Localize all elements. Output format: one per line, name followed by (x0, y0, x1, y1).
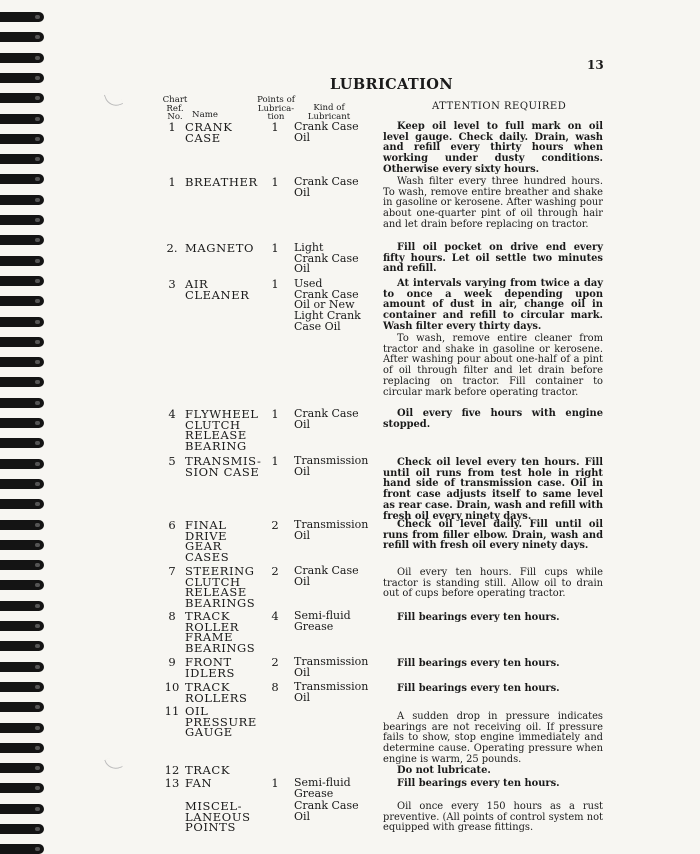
attention-text: At intervals varying from twice a day to once a week depending upon amount of dust in air, change oil in container and refill to circular mark. Wash filter every thirty days. (383, 278, 603, 332)
binding-ring (0, 601, 44, 611)
binding-ring (0, 134, 44, 144)
part-name: FRONT IDLERS (185, 655, 235, 680)
binding-ring (0, 438, 44, 448)
attention-text: Oil once every 150 hours as a rust preventive. (All points of control system not equipped with grease fittings. (383, 801, 603, 834)
binding-ring (0, 824, 44, 834)
points-count: 1 (271, 407, 279, 421)
binding-ring (0, 418, 44, 428)
lubricant-kind: Crank Case Oil (294, 407, 359, 431)
attention-text: Fill oil pocket on drive end every fifty hours. Let oil settle two minutes and refill. (383, 242, 603, 275)
binding-ring (0, 459, 44, 469)
binding-ring (0, 540, 44, 550)
binding-ring (0, 743, 44, 753)
part-name: TRANSMIS- SION CASE (185, 454, 262, 479)
binding-ring (0, 174, 44, 184)
part-name: TRACK ROLLER FRAME BEARINGS (185, 609, 256, 656)
header-kind: Kind of Lubricant (307, 103, 351, 122)
binding-ring (0, 499, 44, 509)
attention-text: A sudden drop in pressure indicates bearings are not receiving oil. If pressure fails to show, stop engine immediately and determine cause. Operating pressure when engine is warm, 25 pounds. (383, 711, 603, 765)
points-count: 2 (271, 518, 279, 532)
binding-ring (0, 276, 44, 286)
binding-ring (0, 32, 44, 42)
pencil-mark (104, 90, 123, 109)
binding-ring (0, 296, 44, 306)
lubricant-kind: Transmission Oil (294, 454, 369, 478)
ref-number: 2. (166, 241, 178, 255)
binding-ring (0, 702, 44, 712)
page-title: LUBRICATION (330, 76, 453, 93)
binding-ring (0, 195, 44, 205)
binding-ring (0, 580, 44, 590)
attention-text: Oil every ten hours. Fill cups while tractor is standing still. Allow oil to drain out of cups before operating tractor. (383, 567, 603, 600)
binding-ring (0, 520, 44, 530)
attention-text: Fill bearings every ten hours. (397, 778, 560, 789)
binding-ring (0, 337, 44, 347)
part-name: MISCEL- LANEOUS POINTS (185, 799, 251, 835)
pencil-mark (104, 755, 123, 772)
points-count: 2 (271, 564, 279, 578)
binding-ring (0, 804, 44, 814)
binding-ring (0, 317, 44, 327)
lubricant-kind: Transmission Oil (294, 680, 369, 704)
header-name: Name (192, 110, 218, 120)
binding-ring (0, 377, 44, 387)
attention-text: Keep oil level to full mark on oil level gauge. Check daily. Drain, wash and refill every thirty hours when working under dusty conditions. Otherwise every sixty hours. (383, 121, 603, 175)
ref-number: 8 (168, 609, 176, 623)
ref-number: 4 (168, 407, 176, 421)
page-number: 13 (587, 58, 604, 72)
points-count: 8 (271, 680, 279, 694)
binding-ring (0, 154, 44, 164)
part-name: TRACK ROLLERS (185, 680, 248, 705)
binding-ring (0, 73, 44, 83)
lubricant-kind: Crank Case Oil (294, 120, 359, 144)
binding-ring (0, 783, 44, 793)
attention-text-continued: To wash, remove entire cleaner from tractor and shake in gasoline or kerosene. After washing pour about one-half of a pint of oil through filter and let drain before replacing on tractor. Fill container to circular mark before operating tractor. (383, 333, 603, 398)
attention-text: Fill bearings every ten hours. (397, 658, 560, 669)
points-count: 1 (271, 175, 279, 189)
binding-ring (0, 114, 44, 124)
part-name: BREATHER (185, 175, 258, 189)
attention-text: Fill bearings every ten hours. (397, 612, 560, 623)
binding-ring (0, 682, 44, 692)
binding-ring (0, 560, 44, 570)
ref-number: 10 (164, 680, 180, 694)
header-points: Points of Lubrica- tion (257, 95, 295, 123)
binding-ring (0, 235, 44, 245)
attention-text: Check oil level every ten hours. Fill until oil runs from test hole in right hand side of transmission case. Oil in front case adjusts itself to same level as rear case. Drain, wash and refill with fresh oil every ninety days. (383, 457, 603, 522)
points-count: 4 (271, 609, 279, 623)
spiral-binding (0, 0, 46, 854)
ref-number: 9 (168, 655, 176, 669)
part-name: FLYWHEEL CLUTCH RELEASE BEARING (185, 407, 259, 454)
binding-ring (0, 12, 44, 22)
binding-ring (0, 479, 44, 489)
header-attention: ATTENTION REQUIRED (432, 101, 567, 112)
part-name: CRANK CASE (185, 120, 233, 145)
binding-ring (0, 398, 44, 408)
binding-ring (0, 215, 44, 225)
lubricant-kind: Crank Case Oil (294, 175, 359, 199)
part-name: OIL PRESSURE GAUGE (185, 704, 257, 740)
lubricant-kind: Semi-fluid Grease (294, 609, 351, 633)
binding-ring (0, 53, 44, 63)
binding-ring (0, 844, 44, 854)
binding-ring (0, 621, 44, 631)
lubricant-kind: Crank Case Oil (294, 564, 359, 588)
attention-text: Oil every five hours with engine stopped. (383, 408, 603, 430)
ref-number: 7 (168, 564, 176, 578)
lubricant-kind: Crank Case Oil (294, 799, 359, 823)
part-name: MAGNETO (185, 241, 255, 255)
binding-ring (0, 662, 44, 672)
ref-number: 13 (164, 776, 180, 790)
part-name: FAN (185, 776, 213, 790)
binding-ring (0, 357, 44, 367)
points-count: 2 (271, 655, 279, 669)
lubricant-kind: Light Crank Case Oil (294, 241, 359, 276)
ref-number: 12 (164, 763, 180, 777)
binding-ring (0, 641, 44, 651)
part-name: TRACK (185, 763, 231, 777)
part-name: STEERING CLUTCH RELEASE BEARINGS (185, 564, 256, 611)
part-name: FINAL DRIVE GEAR CASES (185, 518, 230, 565)
ref-number: 3 (168, 277, 176, 291)
lubricant-kind: Used Crank Case Oil or New Light Crank Case Oil (294, 277, 361, 333)
binding-ring (0, 763, 44, 773)
ref-number: 1 (168, 175, 176, 189)
binding-ring (0, 256, 44, 266)
binding-ring (0, 93, 44, 103)
attention-text: Fill bearings every ten hours. (397, 683, 560, 694)
points-count: 1 (271, 241, 279, 255)
ref-number: 1 (168, 120, 176, 134)
binding-ring (0, 723, 44, 733)
points-count: 1 (271, 277, 279, 291)
points-count: 1 (271, 120, 279, 134)
header-chart-ref: Chart Ref. No. (162, 95, 188, 123)
points-count: 1 (271, 454, 279, 468)
part-name: AIR CLEANER (185, 277, 250, 302)
ref-number: 6 (168, 518, 176, 532)
attention-text: Do not lubricate. (397, 765, 491, 776)
attention-text: Check oil level daily. Fill until oil runs from filler elbow. Drain, wash and refill with fresh oil every ninety days. (383, 519, 603, 552)
points-count: 1 (271, 776, 279, 790)
ref-number: 5 (168, 454, 176, 468)
lubricant-kind: Transmission Oil (294, 655, 369, 679)
lubricant-kind: Transmission Oil (294, 518, 369, 542)
attention-text: Wash filter every three hundred hours. To wash, remove entire breather and shake in gasoline or kerosene. After washing pour about one-quarter pint of oil through hair and let drain before replacing on tractor. (383, 176, 603, 230)
ref-number: 11 (164, 704, 180, 718)
lubricant-kind: Semi-fluid Grease (294, 776, 351, 800)
